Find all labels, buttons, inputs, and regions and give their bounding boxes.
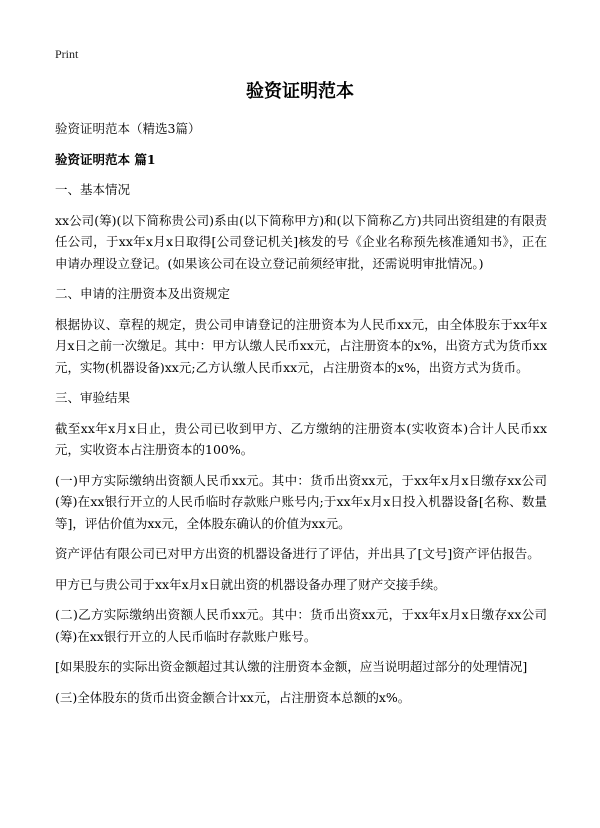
paragraph-basic-info: xx公司(筹)(以下简称贵公司)系由(以下简称甲方)和(以下简称乙方)共同出资组建的有限责任公司，于xx年x月x日取得[公司登记机关]核发的号《企业名称预先核准通知书》，正在申请办理设立登记。(如果该公司在设立登记前须经审批，还需说明审批情况。) bbox=[55, 212, 547, 271]
document-subtitle: 验资证明范本（精选3篇） bbox=[55, 121, 201, 136]
document-title: 验资证明范本 bbox=[246, 81, 354, 102]
article-title: 验资证明范本 篇1 bbox=[55, 151, 156, 167]
paragraph-asset-evaluation: 资产评估有限公司已对甲方出资的机器设备进行了评估，并出具了[文号]资产评估报告。 bbox=[55, 546, 540, 561]
paragraph-excess-note: [如果股东的实际出资金额超过其认缴的注册资本金额，应当说明超过部分的处理情况] bbox=[55, 659, 528, 674]
paragraph-party-b-contribution: (二)乙方实际缴纳出资额人民币xx元。其中：货币出资xx元，于xx年x月x日缴存xx公司(筹)在xx银行开立的人民币临时存款账户账号。 bbox=[55, 607, 547, 644]
paragraph-party-a-contribution: (一)甲方实际缴纳出资额人民币xx元。其中：货币出资xx元，于xx年x月x日缴存xx公司(筹)在xx银行开立的人民币临时存款账户账号内;于xx年x月x日投入机器设备[名称、数量等]，评估价值为xx元，全体股东确认的价值为xx元。 bbox=[55, 472, 547, 531]
paragraph-cash-total: (三)全体股东的货币出资金额合计xx元，占注册资本总额的x%。 bbox=[55, 689, 411, 705]
section-heading-audit-result: 三、审验结果 bbox=[55, 390, 131, 405]
section-heading-registered-capital: 二、申请的注册资本及出资规定 bbox=[55, 286, 231, 301]
paragraph-audit-total: 截至xx年x月x日止，贵公司已收到甲方、乙方缴纳的注册资本(实收资本)合计人民币xx元，实收资本占注册资本的100%。 bbox=[55, 420, 547, 457]
document-body bbox=[55, 118, 547, 717]
section-heading-basic-info: 一、基本情况 bbox=[55, 182, 131, 197]
paragraph-registered-capital: 根据协议、章程的规定，贵公司申请登记的注册资本为人民币xx元，由全体股东于xx年x月x日之前一次缴足。其中：甲方认缴人民币xx元，占注册资本的x%，出资方式为货币xx元，实物(机器设备)xx元;乙方认缴人民币xx元，占注册资本的x%，出资方式为货币。 bbox=[55, 316, 547, 375]
print-link[interactable]: Print bbox=[55, 47, 79, 61]
paragraph-property-handover: 甲方已与贵公司于xx年x月x日就出资的机器设备办理了财产交接手续。 bbox=[55, 576, 446, 592]
